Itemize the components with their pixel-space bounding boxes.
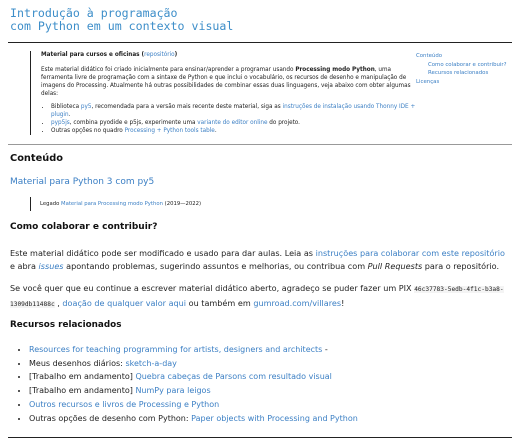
bullet-text: .	[68, 112, 71, 118]
intro-options-list	[41, 103, 423, 135]
intro-heading	[41, 51, 423, 59]
resource-prefix: [Trabalho em andamento]	[29, 386, 136, 396]
list-item	[29, 343, 358, 357]
list-item	[29, 357, 358, 371]
collab-text: para o repositório.	[422, 260, 500, 271]
donation-text: ou também em	[186, 297, 254, 308]
resource-link[interactable]: Quebra cabeças de Parsons com resultado visual	[135, 372, 332, 382]
table-of-contents	[416, 52, 507, 86]
collab-text: e abra	[10, 260, 39, 271]
list-item	[29, 398, 358, 412]
resource-prefix: Meus desenhos diários:	[29, 358, 126, 368]
resource-prefix: [Trabalho em andamento]	[29, 372, 136, 382]
tools-table-link[interactable]: Processing + Python tools table	[124, 128, 215, 134]
intro-text-2: , uma ferramenta livre de programação com a sintaxe de Python e que inclui o vocabulário, os recursos de desenho e manipulação de imagens do Processing. Atualmente há outras possibilidades de combinar essas duas linguagens, veja abaixo com obter algumas delas:	[41, 67, 411, 97]
list-item	[51, 127, 423, 135]
donation-text: Se você quer que eu continue a escrever material didático aberto, agradeço se puder fazer um PIX	[10, 283, 415, 293]
intro-bold-processing: Processing modo Python	[295, 67, 375, 73]
bullet-text: Biblioteca	[51, 104, 81, 110]
list-item	[29, 412, 358, 426]
middle-divider	[8, 144, 512, 145]
issues-link[interactable]: issues	[38, 260, 64, 271]
list-item	[29, 384, 358, 398]
title-line-2: com Python em um contexto visual	[10, 19, 234, 33]
donation-link[interactable]: doação de qualquer valor aqui	[62, 297, 187, 308]
resource-link[interactable]: Resources for teaching programming for artists, designers and architects	[29, 345, 323, 354]
collab-text: Este material didático pode ser modificado e usado para dar aulas. Leia as	[10, 248, 316, 258]
intro-blockquote	[30, 51, 423, 135]
legacy-material-link[interactable]: Material para Processing modo Python	[61, 201, 163, 207]
toc-item-recursos[interactable]: Recursos relacionados	[428, 70, 489, 76]
legacy-text: Legado	[40, 201, 62, 207]
py5-material-link[interactable]: Material para Python 3 com py5	[10, 177, 155, 187]
collab-instructions-link[interactable]: instruções para colaborar com este repositório	[315, 248, 505, 258]
collab-text: apontando problemas, sugerindo assuntos e melhorias, ou contribua com	[63, 260, 368, 271]
section-heading-colaborar: Como colaborar e contribuir?	[10, 222, 158, 232]
resource-link[interactable]: NumPy para leigos	[135, 386, 211, 396]
install-instructions-link[interactable]: instruções de instalação usando Thonny IDE + plugin	[51, 104, 416, 118]
list-item	[51, 119, 423, 127]
pyp5js-link[interactable]: pyp5js	[51, 120, 70, 126]
bullet-text: do projeto.	[267, 120, 300, 126]
list-item	[29, 370, 358, 384]
intro-heading-close: )	[174, 52, 178, 58]
resource-link[interactable]: Paper objects with Processing and Python	[191, 413, 358, 423]
pix-key: 46c37783-5edb-4f1c-b3a8-1309db11488c	[10, 286, 504, 308]
toc-item-conteudo[interactable]: Conteúdo	[416, 53, 443, 59]
toc-item-licencas[interactable]: Licenças	[416, 78, 440, 85]
bullet-text: , recomendada para a versão mais recente deste material, siga as	[91, 104, 283, 110]
donation-paragraph	[10, 282, 510, 311]
intro-text-1: Este material didático foi criado inicialmente para ensinar/aprender a programar usando	[41, 67, 296, 73]
list-item	[51, 103, 423, 119]
bullet-text: Outras opções no quadro	[51, 128, 125, 134]
section-heading-conteudo: Conteúdo	[10, 153, 63, 164]
intro-paragraph	[41, 66, 423, 98]
online-editor-link[interactable]: variante do editor online	[197, 120, 268, 126]
resource-prefix: Outras opções de desenho com Python:	[29, 413, 192, 423]
top-divider	[8, 42, 512, 43]
donation-text: !	[341, 297, 345, 308]
title-line-1: Introdução à programação	[10, 6, 178, 20]
resource-link[interactable]: Outros recursos e livros de Processing e Python	[29, 399, 220, 409]
bottom-divider	[8, 437, 512, 438]
page-title	[10, 7, 233, 33]
legacy-blockquote	[30, 197, 201, 211]
repo-link[interactable]: repositório	[144, 52, 175, 58]
intro-heading-text: Material para cursos e oficinas (	[41, 52, 145, 58]
collaborate-paragraph	[10, 247, 510, 272]
py5-link[interactable]: py5	[80, 104, 92, 110]
donation-text: ,	[54, 297, 63, 308]
legacy-years: (2019—2022)	[162, 201, 202, 207]
resources-list	[16, 343, 358, 425]
resource-link[interactable]: sketch-a-day	[125, 358, 177, 368]
section-heading-recursos: Recursos relacionados	[10, 320, 122, 330]
py5-material-heading	[10, 177, 154, 187]
bullet-text: , combina pyodide e p5js, experimente uma	[69, 120, 198, 126]
pull-requests-text: Pull Requests	[367, 260, 423, 271]
toc-item-colaborar[interactable]: Como colaborar e contribuir?	[428, 61, 507, 68]
gumroad-link[interactable]: gumroad.com/villares	[253, 297, 342, 308]
resource-suffix: -	[322, 345, 328, 354]
bullet-text: .	[214, 128, 217, 134]
